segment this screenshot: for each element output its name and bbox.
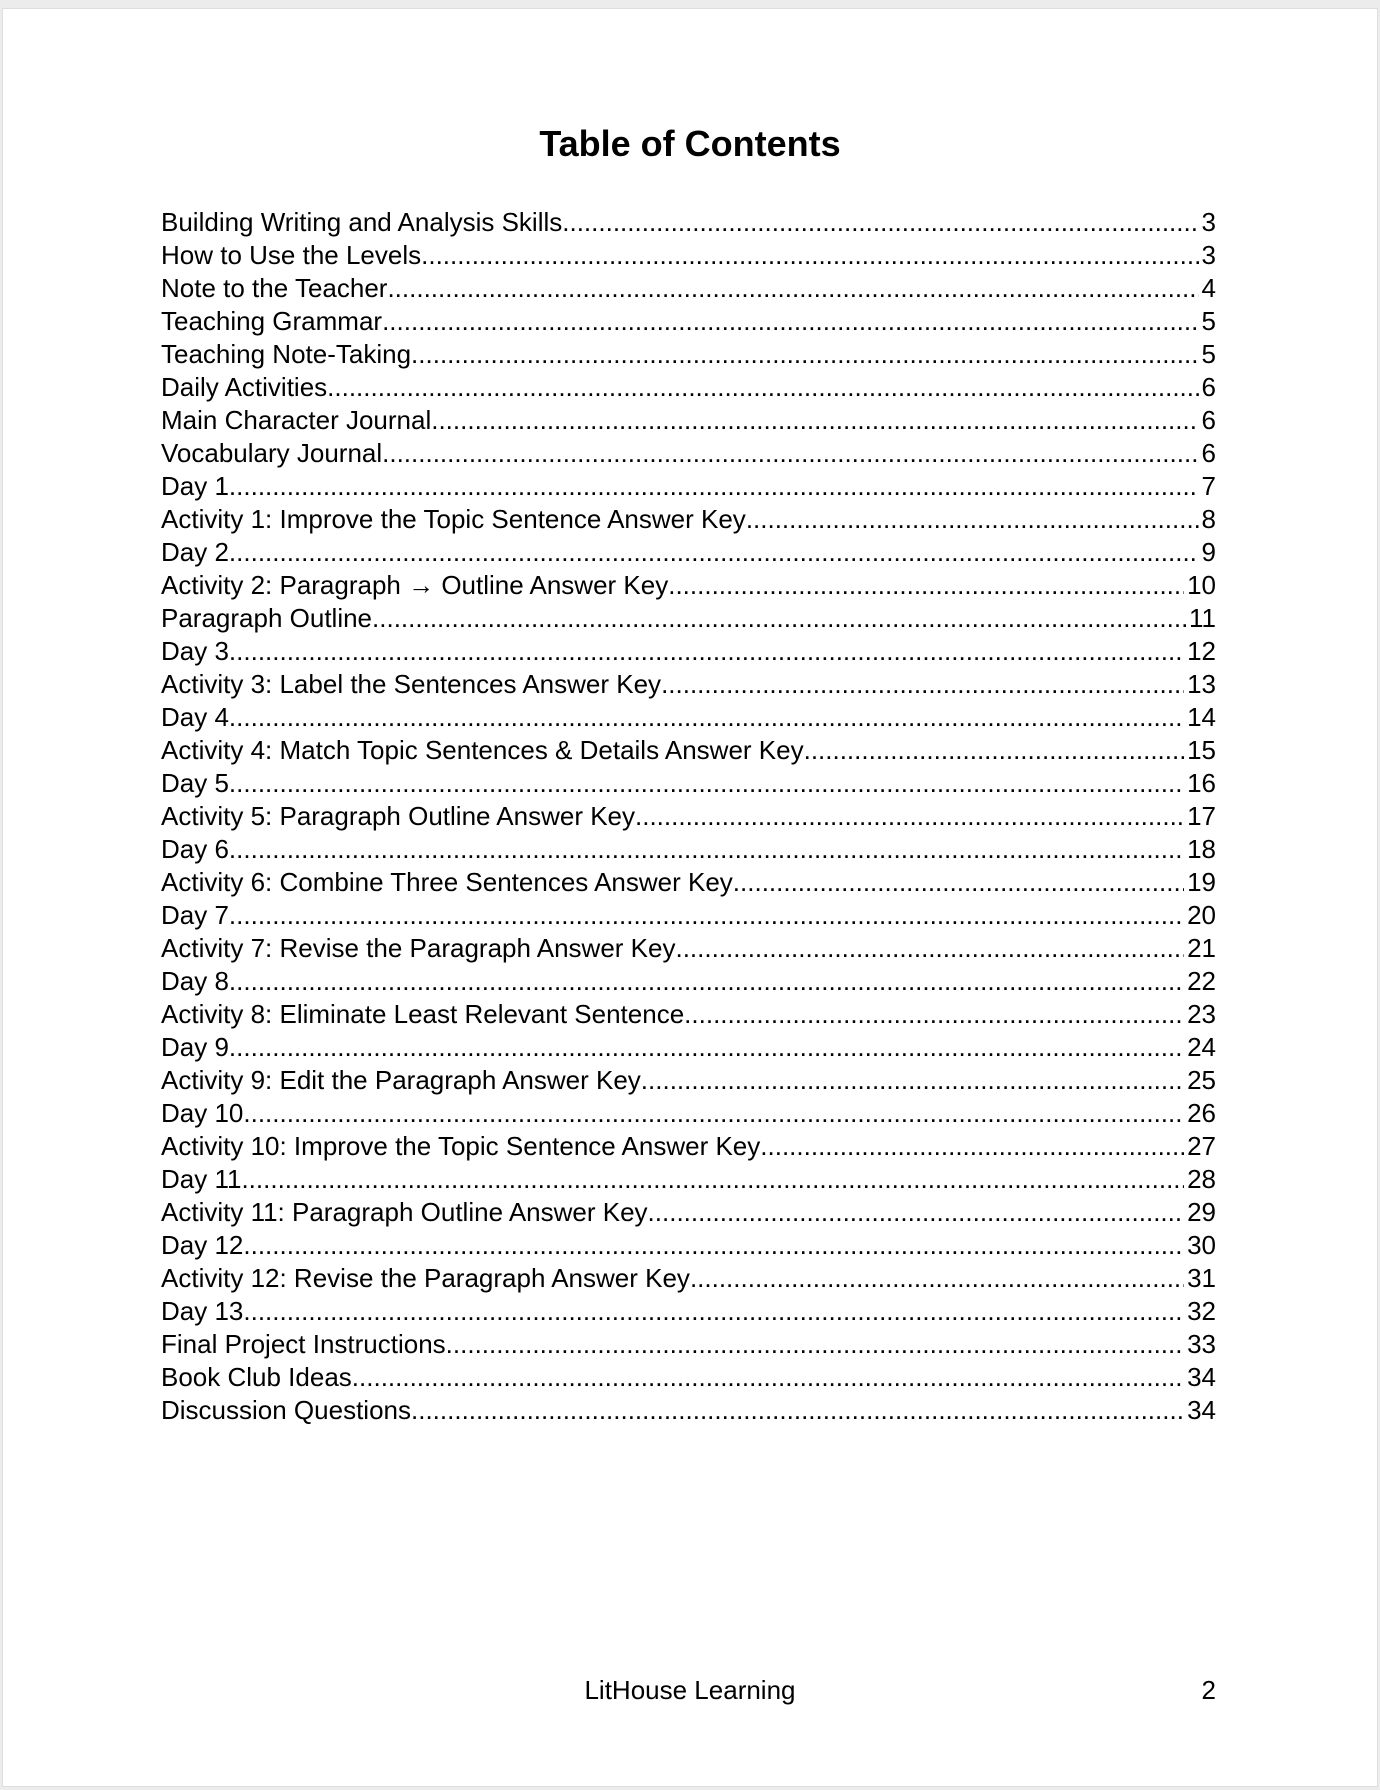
toc-entry-title: Note to the Teacher xyxy=(161,273,388,303)
toc-entry xyxy=(161,1328,1216,1361)
toc-entry-title: Day 9 xyxy=(161,1032,229,1062)
footer-brand: LitHouse Learning xyxy=(584,1675,796,1705)
toc-entry-title: Activity 3: Label the Sentences Answer Key xyxy=(161,669,662,699)
toc-entry xyxy=(161,404,1216,437)
toc-entry xyxy=(161,272,1216,305)
toc-entry-page: 25 xyxy=(1187,1065,1216,1095)
toc-entry xyxy=(161,1295,1216,1328)
toc-dot-leader xyxy=(327,371,1198,404)
toc-entry-page: 6 xyxy=(1201,438,1216,468)
toc-entry-title: Day 5 xyxy=(161,768,229,798)
toc-dot-leader xyxy=(411,1394,1184,1427)
toc-entry-title: Activity 2: Paragraph → Outline Answer Key xyxy=(161,570,669,600)
toc-entry xyxy=(161,701,1216,734)
toc-dot-leader xyxy=(733,866,1184,899)
toc-entry-page: 6 xyxy=(1201,372,1216,402)
toc-entry-page: 5 xyxy=(1201,339,1216,369)
toc-entry xyxy=(161,371,1216,404)
toc-entry xyxy=(161,1031,1216,1064)
toc-entry xyxy=(161,338,1216,371)
toc-entry-page: 26 xyxy=(1187,1098,1216,1128)
toc-entry xyxy=(161,1163,1216,1196)
toc-dot-leader xyxy=(382,305,1198,338)
page-title: Table of Contents xyxy=(539,123,841,164)
toc-dot-leader xyxy=(690,1262,1184,1295)
toc-entry xyxy=(161,1097,1216,1130)
toc-dot-leader xyxy=(229,899,1184,932)
toc-dot-leader xyxy=(431,404,1198,437)
toc-entry-page: 11 xyxy=(1189,603,1216,633)
toc-dot-leader xyxy=(675,932,1184,965)
toc-dot-leader xyxy=(382,437,1198,470)
toc-entry-page: 3 xyxy=(1201,207,1216,237)
toc-entry xyxy=(161,470,1216,503)
toc-entry xyxy=(161,1064,1216,1097)
toc-dot-leader xyxy=(684,998,1184,1031)
toc-entry-page: 14 xyxy=(1187,702,1216,732)
toc-entry xyxy=(161,536,1216,569)
toc-entry-page: 10 xyxy=(1187,570,1216,600)
toc-entry-title: Activity 10: Improve the Topic Sentence Answer Key xyxy=(161,1131,761,1161)
toc-entry-page: 22 xyxy=(1187,966,1216,996)
toc-dot-leader xyxy=(760,1130,1184,1163)
toc-entry-title: Day 6 xyxy=(161,834,229,864)
toc-entry-title: Discussion Questions xyxy=(161,1395,411,1425)
toc-entry-page: 31 xyxy=(1187,1263,1216,1293)
toc-entry-title: Paragraph Outline xyxy=(161,603,373,633)
toc-dot-leader xyxy=(229,1031,1184,1064)
toc-dot-leader xyxy=(411,338,1198,371)
toc-entry xyxy=(161,899,1216,932)
toc-entry-page: 13 xyxy=(1187,669,1216,699)
toc-entry xyxy=(161,1196,1216,1229)
toc-entry-title: Day 1 xyxy=(161,471,229,501)
toc-entry xyxy=(161,668,1216,701)
toc-entry-page: 21 xyxy=(1187,933,1216,963)
toc-entry-title: Day 4 xyxy=(161,702,229,732)
toc-entry-page: 24 xyxy=(1187,1032,1216,1062)
toc-dot-leader xyxy=(648,1196,1185,1229)
toc-entry-title: Day 3 xyxy=(161,636,229,666)
toc-entry-title: Daily Activities xyxy=(161,372,328,402)
toc-entry-page: 34 xyxy=(1187,1362,1216,1392)
toc-entry-page: 7 xyxy=(1201,471,1216,501)
toc-entry xyxy=(161,965,1216,998)
toc-entry xyxy=(161,305,1216,338)
toc-dot-leader xyxy=(746,503,1199,536)
toc-entry-title: Day 7 xyxy=(161,900,229,930)
toc-entry-page: 17 xyxy=(1187,801,1216,831)
toc-dot-leader xyxy=(243,1295,1184,1328)
toc-entry-page: 27 xyxy=(1187,1131,1216,1161)
toc-entry-page: 12 xyxy=(1187,636,1216,666)
toc-entry xyxy=(161,833,1216,866)
toc-entry-page: 15 xyxy=(1187,735,1216,765)
toc-entry-page: 33 xyxy=(1187,1329,1216,1359)
toc-entry-page: 16 xyxy=(1187,768,1216,798)
toc-entry xyxy=(161,932,1216,965)
toc-entry-page: 30 xyxy=(1187,1230,1216,1260)
toc-entry-page: 3 xyxy=(1201,240,1216,270)
toc-entry-page: 8 xyxy=(1201,504,1216,534)
toc-entry-page: 28 xyxy=(1187,1164,1216,1194)
toc-dot-leader xyxy=(421,239,1198,272)
toc-entry xyxy=(161,866,1216,899)
toc-dot-leader xyxy=(372,602,1186,635)
toc-dot-leader xyxy=(229,767,1184,800)
toc-entry-title: How to Use the Levels xyxy=(161,240,422,270)
toc-entry-title: Activity 9: Edit the Paragraph Answer Key xyxy=(161,1065,641,1095)
toc-dot-leader xyxy=(804,734,1184,767)
toc-entry-title: Day 12 xyxy=(161,1230,244,1260)
toc-dot-leader xyxy=(229,470,1199,503)
toc-entry-title: Activity 5: Paragraph Outline Answer Key xyxy=(161,801,636,831)
toc-entry-title: Activity 8: Eliminate Least Relevant Sentence xyxy=(161,999,685,1029)
toc-entry-title: Main Character Journal xyxy=(161,405,432,435)
toc-entry-title: Activity 12: Revise the Paragraph Answer Key xyxy=(161,1263,690,1293)
toc-entry xyxy=(161,800,1216,833)
toc-entry-page: 23 xyxy=(1187,999,1216,1029)
toc-entry-title: Activity 1: Improve the Topic Sentence Answer Key xyxy=(161,504,746,534)
footer-page-number: 2 xyxy=(1201,1675,1216,1705)
toc-dot-leader xyxy=(229,965,1184,998)
toc-entry xyxy=(161,734,1216,767)
toc-entry xyxy=(161,206,1216,239)
toc-entry xyxy=(161,569,1216,602)
toc-dot-leader xyxy=(387,272,1198,305)
toc-entry-title: Activity 4: Match Topic Sentences & Details Answer Key xyxy=(161,735,804,765)
toc-entry-title: Building Writing and Analysis Skills xyxy=(161,207,563,237)
toc-dot-leader xyxy=(641,1064,1184,1097)
toc-dot-leader xyxy=(229,701,1184,734)
toc-entry-title: Activity 6: Combine Three Sentences Answer Key xyxy=(161,867,733,897)
toc-entry-title: Vocabulary Journal xyxy=(161,438,383,468)
toc-entry-title: Teaching Note-Taking xyxy=(161,339,412,369)
toc-entry xyxy=(161,239,1216,272)
toc-list xyxy=(161,206,1216,1427)
toc-entry-title: Activity 11: Paragraph Outline Answer Key xyxy=(161,1197,648,1227)
toc-entry-title: Day 10 xyxy=(161,1098,244,1128)
toc-dot-leader xyxy=(562,206,1198,239)
toc-entry xyxy=(161,1361,1216,1394)
toc-entry-title: Day 8 xyxy=(161,966,229,996)
toc-entry-page: 32 xyxy=(1187,1296,1216,1326)
toc-entry xyxy=(161,1130,1216,1163)
toc-dot-leader xyxy=(352,1361,1184,1394)
toc-entry-page: 20 xyxy=(1187,900,1216,930)
toc-dot-leader xyxy=(243,1229,1184,1262)
toc-dot-leader xyxy=(243,1097,1184,1130)
toc-entry-title: Day 13 xyxy=(161,1296,244,1326)
toc-dot-leader xyxy=(635,800,1184,833)
toc-dot-leader xyxy=(241,1163,1184,1196)
toc-entry-title: Day 2 xyxy=(161,537,229,567)
toc-entry-page: 34 xyxy=(1187,1395,1216,1425)
toc-entry-page: 4 xyxy=(1201,273,1216,303)
toc-dot-leader xyxy=(668,569,1184,602)
toc-entry xyxy=(161,767,1216,800)
toc-entry-page: 29 xyxy=(1187,1197,1216,1227)
toc-entry xyxy=(161,602,1216,635)
toc-dot-leader xyxy=(229,833,1184,866)
toc-entry-title: Activity 7: Revise the Paragraph Answer Key xyxy=(161,933,676,963)
toc-entry-page: 18 xyxy=(1187,834,1216,864)
toc-entry-page: 19 xyxy=(1187,867,1216,897)
toc-entry-page: 6 xyxy=(1201,405,1216,435)
toc-entry-title: Book Club Ideas xyxy=(161,1362,352,1392)
toc-entry xyxy=(161,437,1216,470)
toc-entry xyxy=(161,503,1216,536)
document-page xyxy=(2,8,1378,1787)
toc-dot-leader xyxy=(446,1328,1184,1361)
toc-dot-leader xyxy=(229,635,1184,668)
toc-dot-leader xyxy=(229,536,1199,569)
toc-dot-leader xyxy=(661,668,1184,701)
toc-entry xyxy=(161,635,1216,668)
toc-entry xyxy=(161,998,1216,1031)
toc-entry xyxy=(161,1262,1216,1295)
toc-entry-title: Teaching Grammar xyxy=(161,306,383,336)
toc-entry-title: Final Project Instructions xyxy=(161,1329,446,1359)
toc-entry-title: Day 11 xyxy=(161,1164,242,1194)
toc-entry xyxy=(161,1394,1216,1427)
toc-entry xyxy=(161,1229,1216,1262)
toc-entry-page: 5 xyxy=(1201,306,1216,336)
toc-entry-page: 9 xyxy=(1201,537,1216,567)
